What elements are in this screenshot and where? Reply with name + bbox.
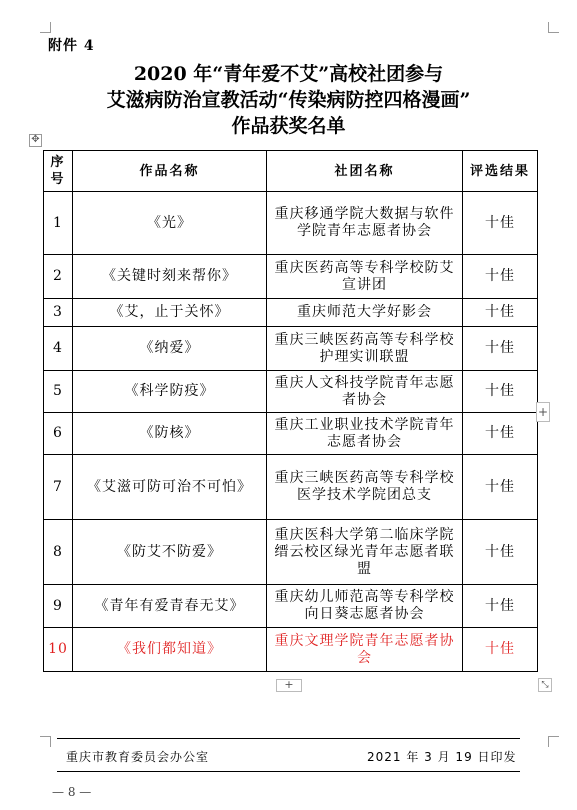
margin-corner-top-right bbox=[548, 22, 559, 33]
awards-table bbox=[43, 150, 538, 672]
footer-date: 2021 年 3 月 19 日印发 bbox=[367, 750, 517, 764]
row-club: 重庆三峡医药高等专科学校护理实训联盟 bbox=[267, 327, 463, 371]
row-work: 《艾，止于关怀》 bbox=[73, 299, 267, 327]
row-no: 9 bbox=[44, 585, 73, 628]
table-move-handle-icon[interactable]: ✥ bbox=[29, 134, 42, 147]
table-row bbox=[44, 628, 538, 672]
title-line-2: 艾滋病防治宣教活动“传染病防控四格漫画” bbox=[106, 89, 471, 111]
row-club: 重庆医药高等专科学校防艾宣讲团 bbox=[267, 255, 463, 299]
row-result: 十佳 bbox=[463, 520, 538, 585]
row-no: 2 bbox=[44, 255, 73, 299]
header-result: 评选结果 bbox=[463, 151, 538, 192]
footer-issuer: 重庆市教育委员会办公室 bbox=[66, 750, 210, 764]
table-row bbox=[44, 455, 538, 520]
table-row bbox=[44, 192, 538, 255]
row-work: 《我们都知道》 bbox=[73, 628, 267, 672]
footer-top-rule bbox=[57, 738, 520, 739]
row-club: 重庆三峡医药高等专科学校医学技术学院团总支 bbox=[267, 455, 463, 520]
row-no: 1 bbox=[44, 192, 73, 255]
margin-corner-bottom-left bbox=[40, 736, 51, 747]
table-resize-handle-icon[interactable]: ⤡ bbox=[538, 678, 552, 692]
row-work: 《防艾不防爱》 bbox=[73, 520, 267, 585]
row-work: 《光》 bbox=[73, 192, 267, 255]
table-row bbox=[44, 520, 538, 585]
title-line-1: 2020 年“青年爱不艾”高校社团参与 bbox=[133, 63, 444, 85]
page-number: — 8 — bbox=[52, 785, 92, 799]
row-club: 重庆幼儿师范高等专科学校向日葵志愿者协会 bbox=[267, 585, 463, 628]
add-row-icon[interactable]: + bbox=[276, 679, 302, 692]
row-result: 十佳 bbox=[463, 628, 538, 672]
margin-corner-top-left bbox=[40, 22, 51, 33]
row-work: 《防核》 bbox=[73, 413, 267, 455]
table-row bbox=[44, 371, 538, 413]
row-club: 重庆移通学院大数据与软件学院青年志愿者协会 bbox=[267, 192, 463, 255]
row-no: 8 bbox=[44, 520, 73, 585]
row-result: 十佳 bbox=[463, 255, 538, 299]
row-club: 重庆工业职业技术学院青年志愿者协会 bbox=[267, 413, 463, 455]
row-club: 重庆师范大学好影会 bbox=[267, 299, 463, 327]
row-club: 重庆医科大学第二临床学院缙云校区绿光青年志愿者联盟 bbox=[267, 520, 463, 585]
header-club: 社团名称 bbox=[267, 151, 463, 192]
row-no: 3 bbox=[44, 299, 73, 327]
title-line-3: 作品获奖名单 bbox=[231, 115, 346, 137]
header-work: 作品名称 bbox=[73, 151, 267, 192]
table-row bbox=[44, 299, 538, 327]
header-no: 序号 bbox=[44, 151, 73, 192]
row-club: 重庆人文科技学院青年志愿者协会 bbox=[267, 371, 463, 413]
row-no: 6 bbox=[44, 413, 73, 455]
row-no: 4 bbox=[44, 327, 73, 371]
row-no: 10 bbox=[44, 628, 73, 672]
row-work: 《纳爱》 bbox=[73, 327, 267, 371]
row-no: 7 bbox=[44, 455, 73, 520]
row-no: 5 bbox=[44, 371, 73, 413]
table-row bbox=[44, 585, 538, 628]
table-header-row bbox=[44, 151, 538, 192]
row-result: 十佳 bbox=[463, 455, 538, 520]
row-result: 十佳 bbox=[463, 327, 538, 371]
row-work: 《艾滋可防可治不可怕》 bbox=[73, 455, 267, 520]
attachment-label: 附件 4 bbox=[48, 38, 95, 54]
row-result: 十佳 bbox=[463, 299, 538, 327]
row-work: 《青年有爱青春无艾》 bbox=[73, 585, 267, 628]
table-row bbox=[44, 255, 538, 299]
row-result: 十佳 bbox=[463, 413, 538, 455]
row-work: 《关键时刻来帮你》 bbox=[73, 255, 267, 299]
row-result: 十佳 bbox=[463, 192, 538, 255]
row-club: 重庆文理学院青年志愿者协会 bbox=[267, 628, 463, 672]
footer-bottom-rule bbox=[57, 771, 520, 772]
table-row bbox=[44, 327, 538, 371]
row-result: 十佳 bbox=[463, 585, 538, 628]
row-work: 《科学防疫》 bbox=[73, 371, 267, 413]
margin-corner-bottom-right bbox=[548, 736, 559, 747]
row-result: 十佳 bbox=[463, 371, 538, 413]
add-column-icon[interactable]: + bbox=[536, 402, 550, 422]
table-row bbox=[44, 413, 538, 455]
